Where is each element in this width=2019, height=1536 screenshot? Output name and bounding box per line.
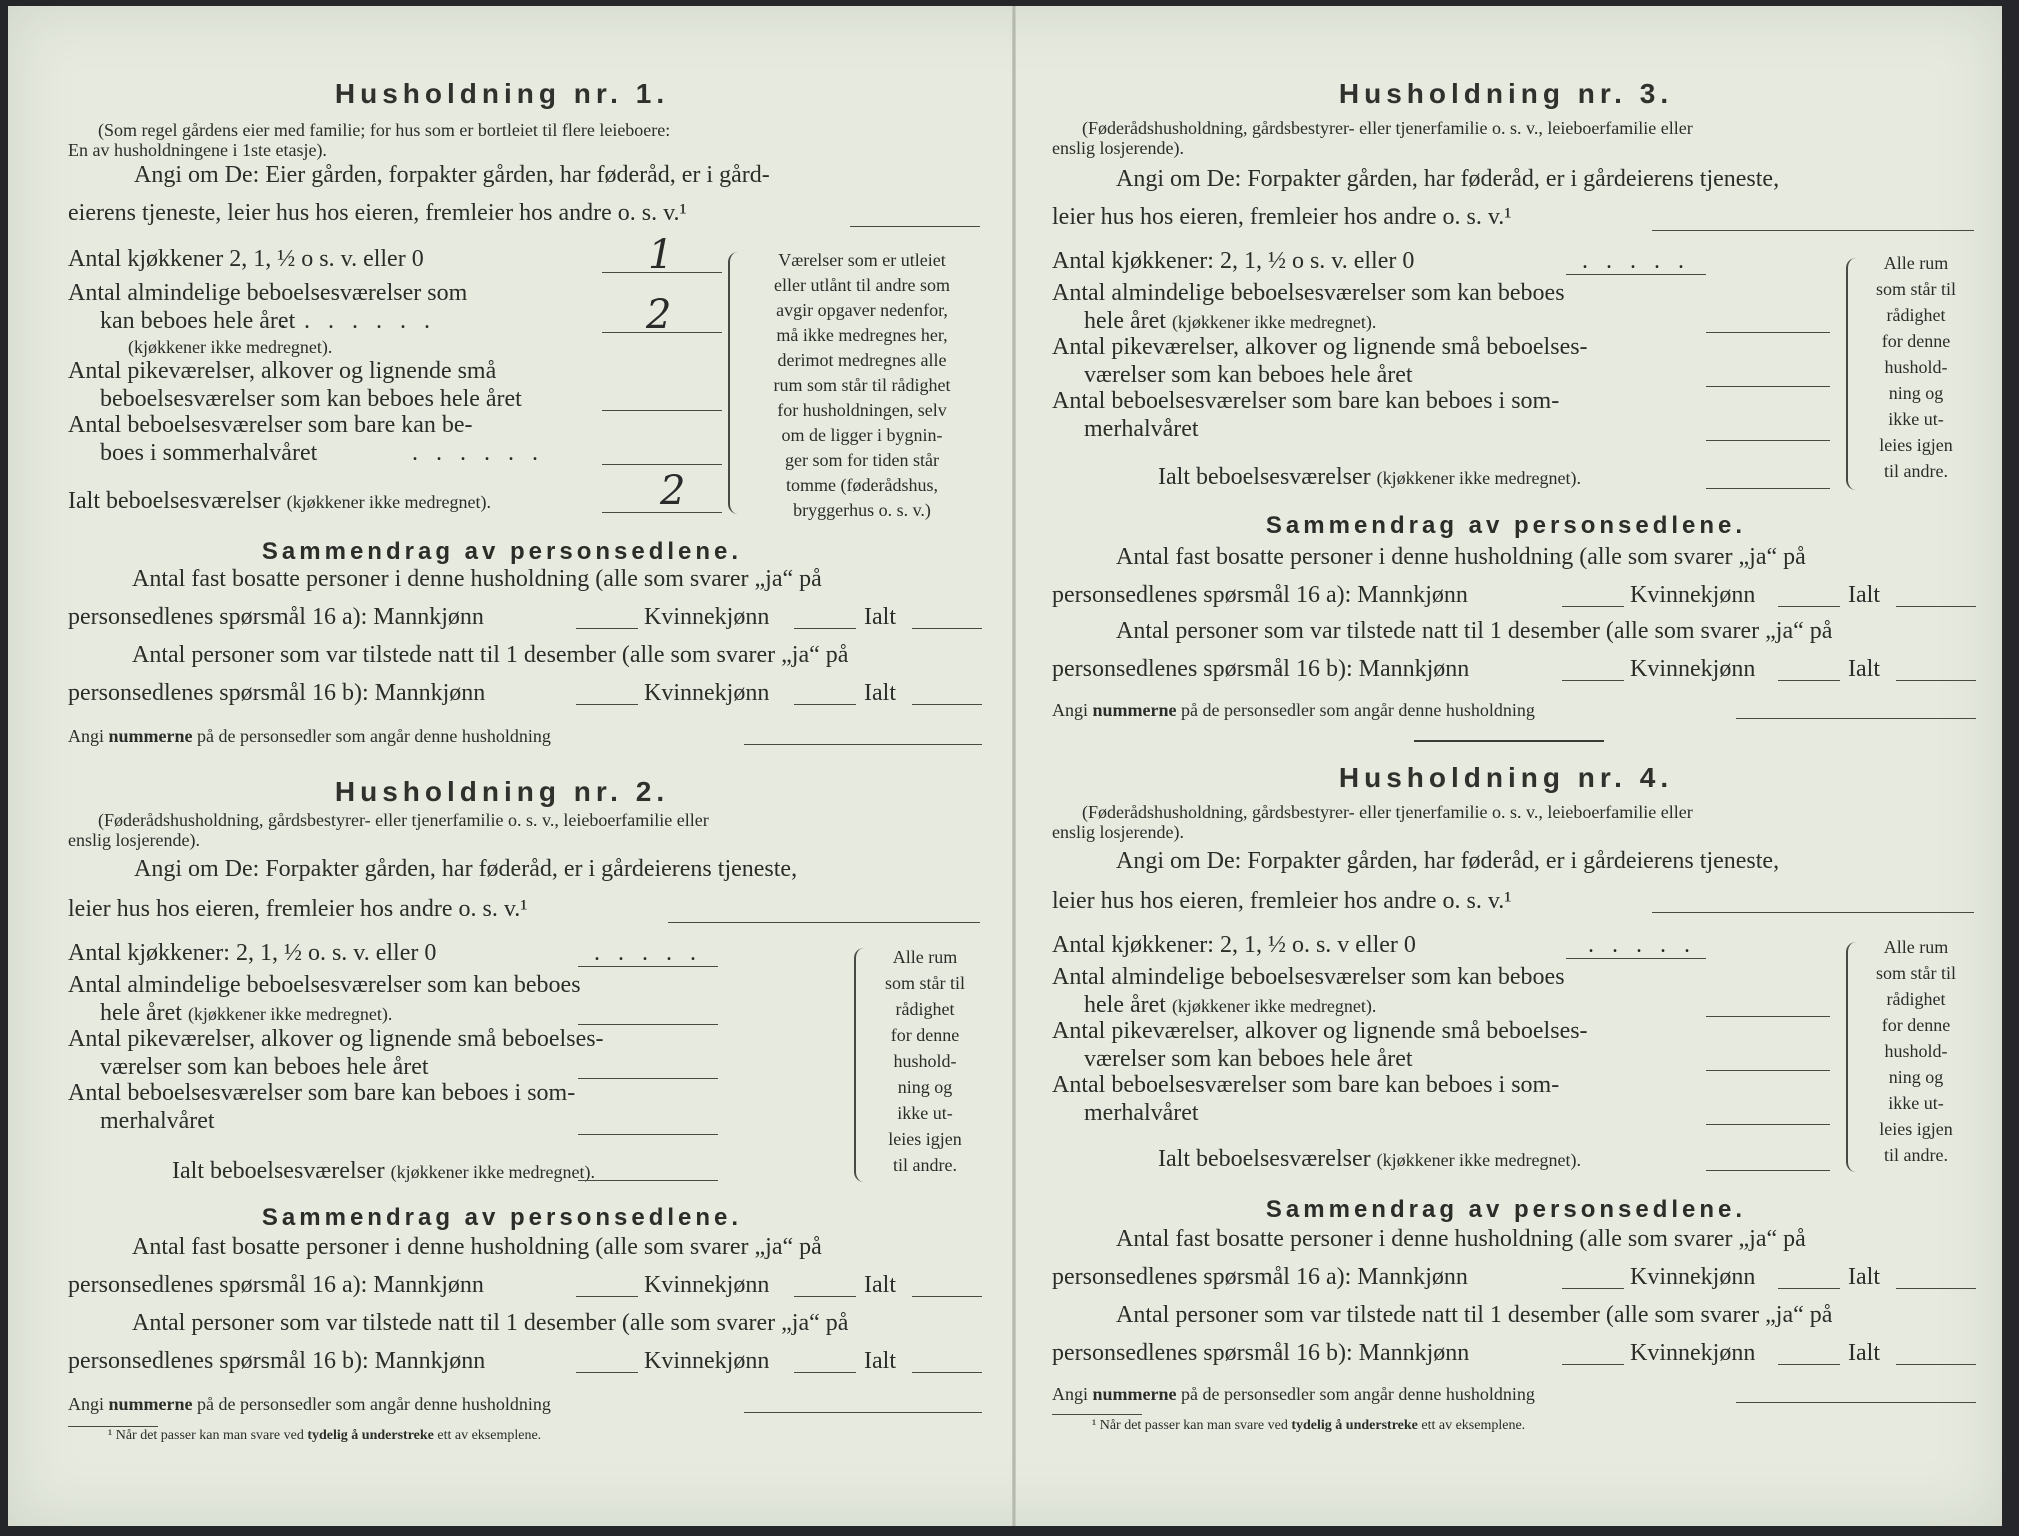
summer-rooms-label: merhalvåret: [1084, 1100, 1199, 1126]
female-label: Kvinnekjønn: [1630, 582, 1756, 608]
leader-dots: . . . . .: [594, 940, 702, 966]
total-rooms-answer-line[interactable]: [578, 1180, 718, 1181]
male-count-line[interactable]: [576, 1372, 638, 1373]
maid-rooms-label: Antal pikeværelser, alkover og lignende små: [68, 358, 497, 384]
kitchens-handwritten-value: 1: [648, 232, 674, 278]
summary-title: Sammendrag av personsedlene.: [261, 1204, 743, 1231]
kitchens-answer-line[interactable]: [1566, 958, 1706, 959]
kitchens-label: Antal kjøkkener: 2, 1, ½ o. s. v eller 0: [1052, 932, 1416, 958]
summer-rooms-label: boes i sommerhalvåret: [100, 440, 318, 466]
question-16a: personsedlenes spørsmål 16 a): Mannkjønn: [68, 604, 484, 630]
total-rooms: Ialt beboelsesværelser (kjøkkener ikke medregnet).: [68, 488, 492, 514]
total-label: Ialt: [864, 604, 896, 630]
total-rooms: Ialt beboelsesværelser (kjøkkener ikke medregnet).: [172, 1158, 596, 1184]
household-title: Husholdning nr. 4.: [1338, 762, 1674, 793]
question-16b: personsedlenes spørsmål 16 b): Mannkjønn: [68, 1348, 486, 1374]
maid-rooms-answer-line[interactable]: [578, 1078, 718, 1079]
maid-rooms-answer-line[interactable]: [1706, 1070, 1830, 1071]
intro-line: leier hus hos eieren, fremleier hos andre o. s. v.¹: [1052, 888, 1512, 914]
female-label: Kvinnekjønn: [644, 1348, 770, 1374]
numbers-answer-line[interactable]: [744, 744, 982, 745]
total-label: Ialt: [864, 1348, 896, 1374]
total-count-line[interactable]: [912, 1296, 982, 1297]
rooms-answer-line[interactable]: [578, 1024, 718, 1025]
female-label: Kvinnekjønn: [644, 604, 770, 630]
footnote-rule: [1052, 1414, 1142, 1415]
total-count-line[interactable]: [912, 704, 982, 705]
female-count-line[interactable]: [794, 1296, 856, 1297]
kitchens-label: Antal kjøkkener 2, 1, ½ o s. v. eller 0: [68, 246, 424, 272]
rooms-label: Antal almindelige beboelsesværelser som kan beboes: [1052, 280, 1565, 306]
summer-rooms-label: merhalvåret: [1084, 416, 1199, 442]
summer-rooms-answer-line[interactable]: [1706, 440, 1830, 441]
total-count-line[interactable]: [1896, 680, 1976, 681]
numbers-prompt: Angi nummerne på de personsedler som angår denne husholdning: [68, 1394, 551, 1414]
answer-line[interactable]: [850, 226, 980, 227]
question-16a: Antal fast bosatte personer i denne husholdning (alle som svarer „ja“ på: [132, 1234, 822, 1260]
rooms-label: hele året (kjøkkener ikke medregnet).: [1084, 992, 1377, 1018]
household-note: (Føderådshusholdning, gårdsbestyrer- eller tjenerfamilie o. s. v., leieboerfamilie eller enslig losjerende).: [1052, 802, 1693, 842]
rooms-label: Antal almindelige beboelsesværelser som kan beboes: [1052, 964, 1565, 990]
side-note: Værelser som er utleiet eller utlånt til andre som avgir opgaver nedenfor, må ikke medregnes her, derimot medregnes alle rum som står til rådighet for husholdningen, selv om de ligger i bygnin- ger som for tiden står tomme (føderådshus, bryggerhus o. s. v.): [773, 250, 951, 520]
footnote-rule: [68, 1426, 158, 1427]
leader-dots: . . . . .: [1582, 248, 1690, 274]
summer-rooms-label: Antal beboelsesværelser som bare kan beboes i som-: [1052, 1072, 1560, 1098]
intro-line: Angi om De: Forpakter gården, har føderåd, er i gårdeierens tjeneste,: [134, 856, 798, 882]
maid-rooms-label: værelser som kan beboes hele året: [1084, 1046, 1413, 1072]
female-label: Kvinnekjønn: [1630, 1264, 1756, 1290]
household-title: Husholdning nr. 2.: [334, 776, 670, 807]
female-count-line[interactable]: [1778, 606, 1840, 607]
question-16b: personsedlenes spørsmål 16 b): Mannkjønn: [68, 680, 486, 706]
side-note: Alle rum som står til rådighet for denne hushold- ning og ikke ut- leies igjen til andre.: [885, 947, 965, 1175]
question-16b: personsedlenes spørsmål 16 b): Mannkjønn: [1052, 656, 1470, 682]
total-count-line[interactable]: [912, 1372, 982, 1373]
total-label: Ialt: [864, 1272, 896, 1298]
total-count-line[interactable]: [912, 628, 982, 629]
summer-rooms-label: Antal beboelsesværelser som bare kan beboes i som-: [68, 1080, 576, 1106]
rooms-answer-line[interactable]: [1706, 1016, 1830, 1017]
total-count-line[interactable]: [1896, 606, 1976, 607]
total-label: Ialt: [1848, 582, 1880, 608]
section-divider: [1414, 740, 1604, 742]
summary-title: Sammendrag av personsedlene.: [261, 538, 743, 565]
total-rooms: Ialt beboelsesværelser (kjøkkener ikke medregnet).: [1158, 464, 1582, 490]
answer-line[interactable]: [668, 922, 980, 923]
total-rooms-answer-line[interactable]: [1706, 488, 1830, 489]
maid-rooms-label: beboelsesværelser som kan beboes hele året: [100, 386, 522, 412]
maid-rooms-label: Antal pikeværelser, alkover og lignende små beboelses-: [1052, 1018, 1588, 1044]
rooms-label: hele året (kjøkkener ikke medregnet).: [1084, 308, 1377, 334]
question-16a: personsedlenes spørsmål 16 a): Mannkjønn: [1052, 1264, 1468, 1290]
household-note: (Føderådshusholdning, gårdsbestyrer- eller tjenerfamilie o. s. v., leieboerfamilie eller enslig losjerende).: [1052, 118, 1693, 158]
rooms-handwritten-value: 2: [646, 292, 672, 338]
left-page: [12, 0, 992, 1520]
total-label: Ialt: [864, 680, 896, 706]
female-count-line[interactable]: [1778, 680, 1840, 681]
female-count-line[interactable]: [794, 1372, 856, 1373]
summer-rooms-answer-line[interactable]: [578, 1134, 718, 1135]
kitchens-label: Antal kjøkkener: 2, 1, ½ o s. v. eller 0: [1052, 248, 1415, 274]
female-label: Kvinnekjønn: [644, 1272, 770, 1298]
intro-line: leier hus hos eieren, fremleier hos andre o. s. v.¹: [68, 896, 528, 922]
male-count-line[interactable]: [1562, 1288, 1624, 1289]
numbers-prompt: Angi nummerne på de personsedler som angår denne husholdning: [68, 726, 551, 746]
maid-rooms-label: Antal pikeværelser, alkover og lignende små beboelses-: [1052, 334, 1588, 360]
female-count-line[interactable]: [794, 628, 856, 629]
female-count-line[interactable]: [1778, 1364, 1840, 1365]
maid-rooms-label: værelser som kan beboes hele året: [1084, 362, 1413, 388]
maid-rooms-label: Antal pikeværelser, alkover og lignende små beboelses-: [68, 1026, 604, 1052]
male-count-line[interactable]: [1562, 680, 1624, 681]
kitchens-label: Antal kjøkkener: 2, 1, ½ o. s. v. eller 0: [68, 940, 437, 966]
footnote: ¹ Når det passer kan man svare ved tydelig å understreke ett av eksemplene.: [108, 1428, 542, 1443]
question-16b: Antal personer som var tilstede natt til 1 desember (alle som svarer „ja“ på: [1116, 618, 1833, 644]
household-title: Husholdning nr. 3.: [1338, 78, 1674, 109]
female-label: Kvinnekjønn: [1630, 656, 1756, 682]
summer-rooms-label: Antal beboelsesværelser som bare kan beboes i som-: [1052, 388, 1560, 414]
answer-line[interactable]: [1652, 230, 1974, 231]
side-note: Alle rum som står til rådighet for denne hushold- ning og ikke ut- leies igjen til andre.: [1876, 253, 1956, 481]
female-count-line[interactable]: [1778, 1288, 1840, 1289]
answer-line[interactable]: [1652, 912, 1974, 913]
intro-line: Angi om De: Eier gården, forpakter gården, har føderåd, er i gård-: [134, 162, 770, 188]
question-16a: Antal fast bosatte personer i denne husholdning (alle som svarer „ja“ på: [132, 566, 822, 592]
numbers-prompt: Angi nummerne på de personsedler som angår denne husholdning: [1052, 700, 1535, 720]
numbers-prompt: Angi nummerne på de personsedler som angår denne husholdning: [1052, 1384, 1535, 1404]
household-note: (Som regel gårdens eier med familie; for hus som er bortleiet til flere leieboere: En av husholdningene i 1ste etasje).: [68, 120, 671, 160]
leader-dots: . . . . .: [1588, 932, 1696, 958]
intro-line: leier hus hos eieren, fremleier hos andre o. s. v.¹: [1052, 204, 1512, 230]
rooms-answer-line[interactable]: [1706, 332, 1830, 333]
side-note: Alle rum som står til rådighet for denne hushold- ning og ikke ut- leies igjen til andre.: [1876, 937, 1956, 1165]
total-count-line[interactable]: [1896, 1288, 1976, 1289]
numbers-answer-line[interactable]: [1736, 1402, 1976, 1403]
total-label: Ialt: [1848, 1264, 1880, 1290]
summer-rooms-answer-line[interactable]: [602, 464, 722, 465]
question-16b: Antal personer som var tilstede natt til 1 desember (alle som svarer „ja“ på: [132, 642, 849, 668]
question-16b: personsedlenes spørsmål 16 b): Mannkjønn: [1052, 1340, 1470, 1366]
rooms-note: (kjøkkener ikke medregnet).: [128, 337, 333, 357]
question-16a: personsedlenes spørsmål 16 a): Mannkjønn: [68, 1272, 484, 1298]
question-16b: Antal personer som var tilstede natt til 1 desember (alle som svarer „ja“ på: [132, 1310, 849, 1336]
rooms-label: hele året (kjøkkener ikke medregnet).: [100, 1000, 393, 1026]
right-page: [1016, 0, 1996, 1520]
female-label: Kvinnekjønn: [1630, 1340, 1756, 1366]
numbers-answer-line[interactable]: [1736, 718, 1976, 719]
summer-rooms-label: Antal beboelsesværelser som bare kan be-: [68, 412, 473, 438]
household-title: Husholdning nr. 1.: [334, 78, 670, 109]
intro-line: Angi om De: Forpakter gården, har føderåd, er i gårdeierens tjeneste,: [1116, 848, 1780, 874]
maid-rooms-answer-line[interactable]: [602, 410, 722, 411]
footnote: ¹ Når det passer kan man svare ved tydelig å understreke ett av eksemplene.: [1092, 1418, 1526, 1433]
numbers-answer-line[interactable]: [744, 1412, 982, 1413]
leader-dots: . . . . . .: [412, 440, 544, 466]
rooms-label: Antal almindelige beboelsesværelser som kan beboes: [68, 972, 581, 998]
male-count-line[interactable]: [1562, 1364, 1624, 1365]
female-label: Kvinnekjønn: [644, 680, 770, 706]
total-label: Ialt: [1848, 1340, 1880, 1366]
maid-rooms-label: værelser som kan beboes hele året: [100, 1054, 429, 1080]
male-count-line[interactable]: [1562, 606, 1624, 607]
male-count-line[interactable]: [576, 1296, 638, 1297]
rooms-label: kan beboes hele året: [100, 308, 296, 334]
kitchens-answer-line[interactable]: [578, 966, 718, 967]
intro-line: eierens tjeneste, leier hus hos eieren, fremleier hos andre o. s. v.¹: [68, 200, 687, 226]
female-count-line[interactable]: [794, 704, 856, 705]
total-count-line[interactable]: [1896, 1364, 1976, 1365]
total-rooms: Ialt beboelsesværelser (kjøkkener ikke medregnet).: [1158, 1146, 1582, 1172]
total-rooms-answer-line[interactable]: [1706, 1170, 1830, 1171]
question-16a: Antal fast bosatte personer i denne husholdning (alle som svarer „ja“ på: [1116, 544, 1806, 570]
leader-dots: . . . . . . .: [280, 308, 436, 334]
maid-rooms-answer-line[interactable]: [1706, 386, 1830, 387]
male-count-line[interactable]: [576, 628, 638, 629]
total-label: Ialt: [1848, 656, 1880, 682]
summary-title: Sammendrag av personsedlene.: [1265, 512, 1747, 539]
kitchens-answer-line[interactable]: [1566, 274, 1706, 275]
summer-rooms-label: merhalvåret: [100, 1108, 215, 1134]
household-note: (Føderådshusholdning, gårdsbestyrer- eller tjenerfamilie o. s. v., leieboerfamilie eller enslig losjerende).: [68, 810, 709, 850]
total-rooms-handwritten-value: 2: [660, 468, 686, 514]
male-count-line[interactable]: [576, 704, 638, 705]
intro-line: Angi om De: Forpakter gården, har føderåd, er i gårdeierens tjeneste,: [1116, 166, 1780, 192]
summer-rooms-answer-line[interactable]: [1706, 1124, 1830, 1125]
rooms-label: Antal almindelige beboelsesværelser som: [68, 280, 468, 306]
question-16a: Antal fast bosatte personer i denne husholdning (alle som svarer „ja“ på: [1116, 1226, 1806, 1252]
question-16a: personsedlenes spørsmål 16 a): Mannkjønn: [1052, 582, 1468, 608]
question-16b: Antal personer som var tilstede natt til 1 desember (alle som svarer „ja“ på: [1116, 1302, 1833, 1328]
summary-title: Sammendrag av personsedlene.: [1265, 1196, 1747, 1223]
